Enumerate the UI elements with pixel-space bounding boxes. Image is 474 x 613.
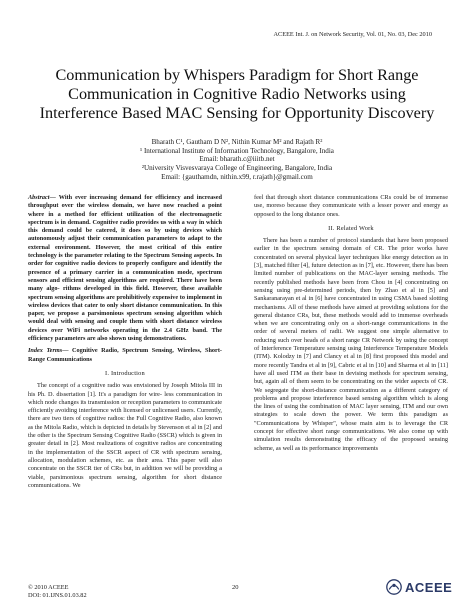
page-number: 20 [232,584,239,591]
right-column [254,194,448,453]
aceee-logo-icon [386,579,402,595]
doi: DOI: 01.IJNS.01.03.82 [28,592,87,599]
index-terms-lead: Index Terms [28,347,63,355]
paper-title: Communication by Whispers Paradigm for Short Range Communication in Cognitive Radio Networks using Interference Based MAC Sensing for Opportunity Discovery [39,66,435,122]
abstract [28,194,222,343]
email-2: Email: {gauthamdn, nithin.x99, r.rajath}@gmail.com [161,172,313,181]
abstract-body: — With ever increasing demand for efficiency and increased throughput over the wireless domain, we have now reached a point where in a method for efficient utilization of the electromagnetic spectrum is in demand. Cognitive radio provides us with a way in which this demand could be catered, it does so by using devices which autonomously adjust their communication parameters to adapt to the external environment. However, the most critical of this entire technology is the parameter relating to the Spectrum Sensing aspects. In order for cognitive radio devices to properly configure and identify the presence of a primary carrier in a communication mode, spectrum sensors and efficient sensing algorithms are required. There have been many algo- rithms developed in this field. However, these available spectrum sensing algorithms are prohibitively expensive to implement in wireless devices that cater to only short distance communication. In this paper, we propose a parsimonious spectrum sensing algorithm which would deal with sensing and couple them with short distance wireless devices over WiFi networks operating in the 2.4 GHz band. The efficiency parameters are also shown using demonstrations. [28,194,222,343]
aceee-logo [386,579,452,595]
index-terms-body: — Cognitive Radio, Spectrum Sensing, Wireless, Short-Range Communications [28,347,222,363]
related-work-paragraph: There has been a number of protocol standards that have been proposed earlier in the spectrum sensing domain of CR. The prior works have concentrated on several physical layer techniques like energy detection as in [3], matched filter [4], future detection as in [7], etc. However, there has been limited number of publications on the MAC-layer sensing methods. The recently published methods have been from Chou in [4] concentrating on sensing using pre-determined periods, then by Zhao et al in [5] and Sankaranarayan et al in [6] have concentrated in using CSMA based slotting mechanisms. All of these methods have aimed at providing solutions for the general distance CRs, but, these methods would add to immense overheads when we are concentrating only on a short-range communications in the order of several meters of radii. We suggest one simple alternative to reducing such over heads of a short range CR Network by using the concept of Interference Temperature sensing using Interference Temperature Models (ITM). Kolodzy in [7] and Clancy et al in [8] first proposed this model and more recently Tandra et al in [9], Cabric et al in [10] and Sharma et al in [11] have all used ITM as their base in devising methods for spectrum sensing, but, again all of them seem to be concentrating on the wider aspects of CR. We segregate the short-distance communication as a different category of problems and propose interference based sensing algorithm which is along the lines of using the combination of MAC layer sensing, ITM and our own strategies to scale down the power. We term this paradigm as "Communications by Whisper", whose main aim is to leverage the CR concept for effective short range communications. We also come up with simulation results demonstrating the efficacy of the proposed sensing scheme, as well as its performance improvements [254,237,448,452]
abstract-lead: Abstract [28,194,50,201]
email-1: Email: bharath.c@iiitb.net [199,155,275,164]
author-block [100,138,374,182]
affiliation-1: ¹ International Institute of Information Technology, Bangalore, India [140,146,334,155]
continuation-paragraph: feel that through short distance communications CRs could be of immense use, moreso because they communicate with a lesser power and energy as opposed to the long distance ones. [254,194,448,218]
section-heading-related-work: II. Related Work [328,224,374,232]
index-terms [28,347,222,364]
author-names: Bharath C¹, Gautham D N², Nithin Kumar M² and Rajath R² [151,138,323,146]
introduction-paragraph: The concept of a cognitive radio was envisioned by Joseph Mitola III in his Ph. D. dissertation [1]. It's a paradigm for wire- less communication in which node changes its transmission or reception parameters to communicate efficiently avoiding interference with licensed or unlicensed users. Currently, there are two tiers of cognitive radios: the Full Cognitive Radio, also known as the Mitola Radio, which is depicted in details by Stevenson et al in [2] and the other is the Spectrum Sensing Cognitive Radio (SSCR) which is given in greater detail in [2]. Most realizations of cognitive radios are concentrating in the implementation of the SSCR aspect of CR with spectrum sensing, allocation, modulation schemes, etc. as their area. This paper will also concentrate on the SSCR tier of CRs but, in addition we will be providing a viable, parsimonious spectrum sensing, algorithm for short distance communications. We [28,382,222,489]
footer-left [28,584,87,600]
running-head: ACEEE Int. J. on Network Security, Vol. 01, No. 03, Dec 2010 [273,31,432,38]
section-heading-introduction: I. Introduction [105,369,145,377]
affiliation-2: ²University Visvesvaraya College of Engineering, Bangalore, India [141,164,333,173]
left-column [28,194,222,490]
logo-text: ACEEE [405,579,453,595]
copyright: © 2010 ACEEE [28,584,69,591]
